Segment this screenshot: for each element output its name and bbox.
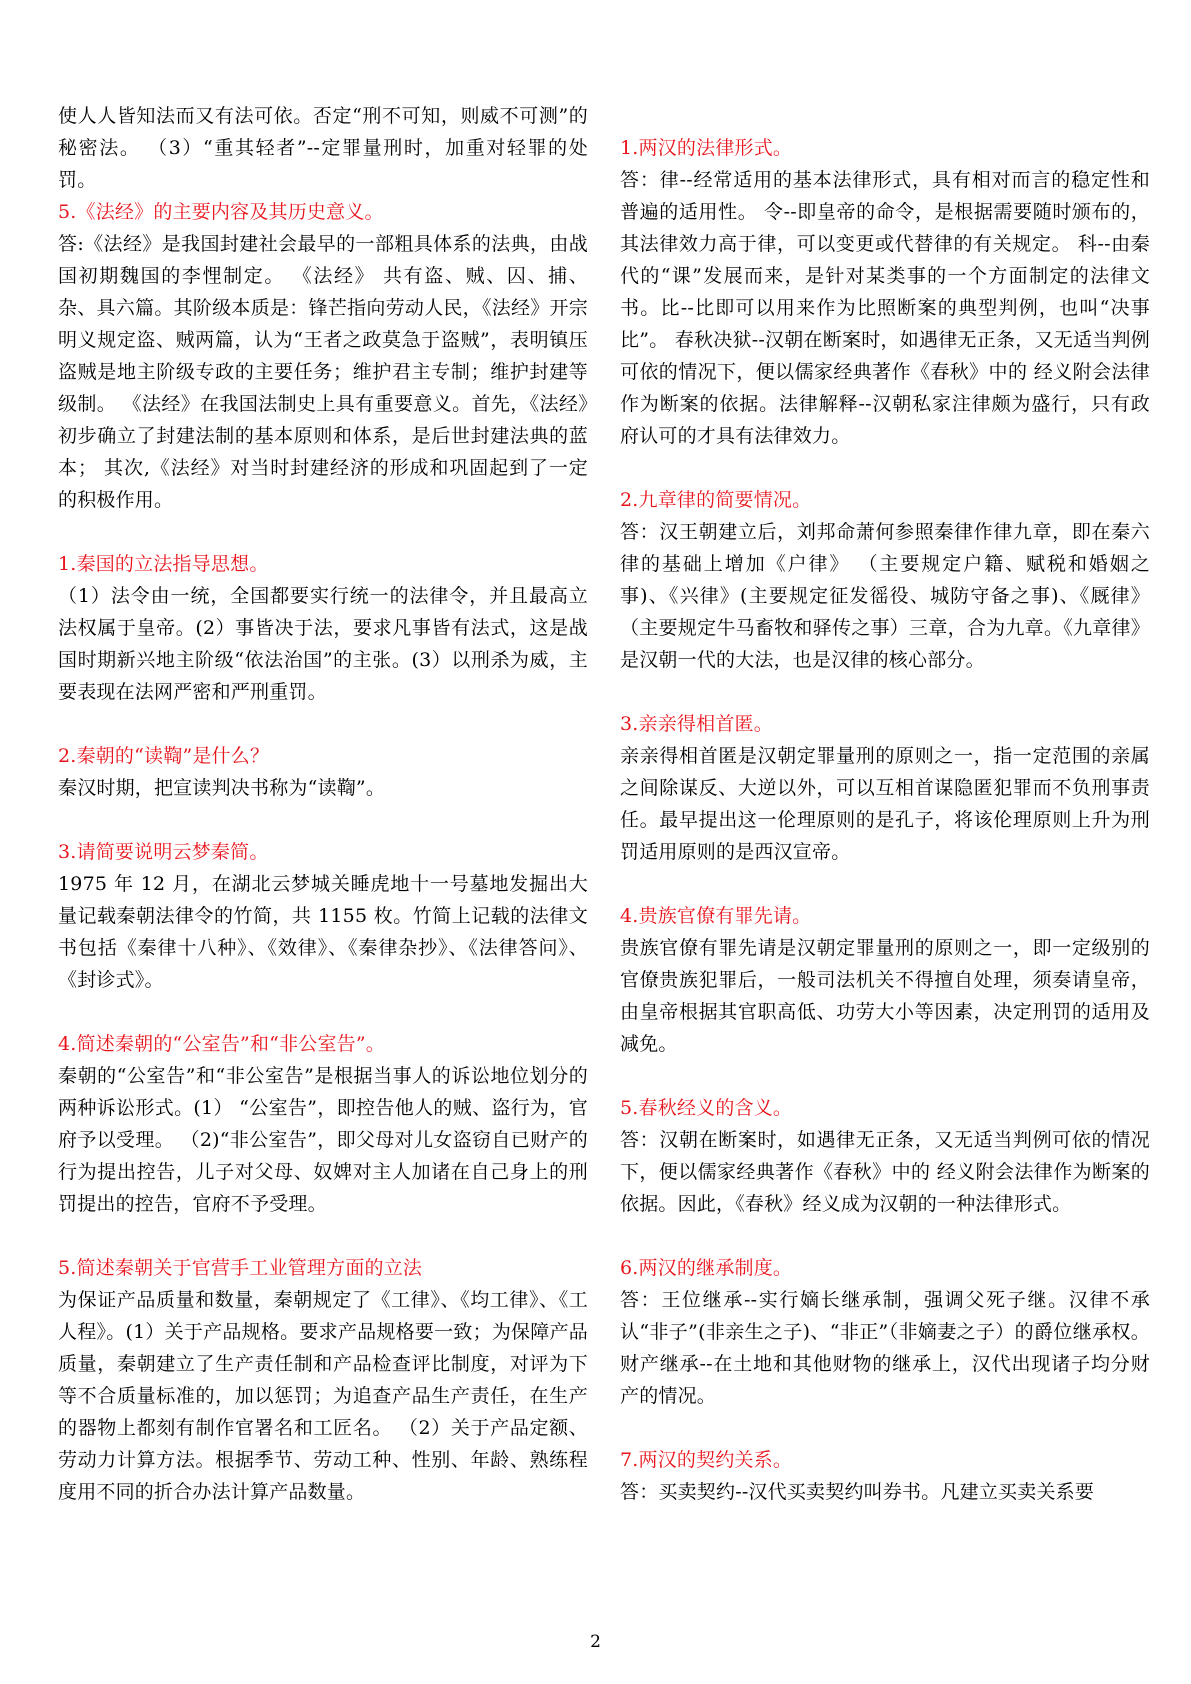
- section-body: 秦汉时期，把宣读判决书称为“读鞫”。: [58, 777, 386, 799]
- section-body: 为保证产品质量和数量，秦朝规定了《工律》、《均工律》、《工人程》。(1）关于产品规格。要求产品规格要一致；为保障产品质量，秦朝建立了生产责任制和产品检查评比制度，对评为下等不合质量标准的，加以惩罚；为追查产品生产责任，在生产的器物上都刻有制作官署名和工匠名。 （2）关于产品定额、劳动力计算方法。根据季节、劳动工种、性别、年龄、熟练程度用不同的折合办法计算产品数量。: [58, 1289, 588, 1503]
- section-body: 答：汉朝在断案时，如遇律无正条，又无适当判例可依的情况下，便以儒家经典著作《春秋》中的 经义附会法律作为断案的依据。因此，《春秋》经义成为汉朝的一种法律形式。: [620, 1129, 1150, 1215]
- section-heading: 4.贵族官僚有罪先请。: [620, 905, 812, 927]
- section-heading: 3.请简要说明云梦秦简。: [58, 841, 269, 863]
- section-body: 答：买卖契约--汉代买卖契约叫券书。凡建立买卖关系要: [620, 1481, 1095, 1503]
- section-contracts: [620, 1444, 1150, 1508]
- section-yunmeng: [58, 836, 588, 996]
- section-heading: 6.两汉的继承制度。: [620, 1257, 793, 1279]
- section-body: （1）法令由一统，全国都要实行统一的法律令，并且最高立法权属于皇帝。(2）事皆决于法，要求凡事皆有法式，这是战国时期新兴地主阶级“依法治国”的主张。(3）以刑杀为威，主要表现在法网严密和严刑重罚。: [58, 585, 588, 703]
- spacer: [58, 804, 588, 836]
- section-heading: 5.春秋经义的含义。: [620, 1097, 793, 1119]
- left-column: [58, 100, 588, 1508]
- spacer: [620, 676, 1150, 708]
- spacer: [58, 708, 588, 740]
- section-gongshigao: [58, 1028, 588, 1220]
- section-heading: 4.简述秦朝的“公室告”和“非公室告”。: [58, 1033, 385, 1055]
- spacer: [620, 1220, 1150, 1252]
- section-body: 亲亲得相首匿是汉朝定罪量刑的原则之一，指一定范围的亲属之间除谋反、大逆以外，可以互相首谋隐匿犯罪而不负刑事责任。最早提出这一伦理原则的是孔子，将该伦理原则上升为刑罚适用原则的是西汉宣帝。: [620, 745, 1150, 863]
- section-qinqin: [620, 708, 1150, 868]
- spacer: [58, 516, 588, 548]
- section-heading: 1.两汉的法律形式。: [620, 137, 793, 159]
- section-qin-legislation: [58, 548, 588, 708]
- spacer: [58, 1220, 588, 1252]
- section-body: 1975 年 12 月，在湖北云梦城关睡虎地十一号墓地发掘出大量记载秦朝法律令的竹简，共 1155 枚。竹简上记载的法律文书包括《秦律十八种》、《效律》、《秦律杂抄》、《法律答问》、《封诊式》。: [58, 873, 588, 991]
- section-body: 贵族官僚有罪先请是汉朝定罪量刑的原则之一，即一定级别的官僚贵族犯罪后，一般司法机关不得擅自处理，须奏请皇帝，由皇帝根据其官职高低、功劳大小等因素，决定刑罚的适用及减免。: [620, 937, 1150, 1055]
- section-heading: 2.九章律的简要情况。: [620, 489, 812, 511]
- section-body: 答：汉王朝建立后，刘邦命萧何参照秦律作律九章，即在秦六律的基础上增加《户律》 （主要规定户籍、赋税和婚姻之事)、《兴律》(主要规定征发徭役、城防守备之事)、《厩律》（主要规定牛马畜牧和驿传之事）三章，合为九章。《九章律》是汉朝一代的大法，也是汉律的核心部分。: [620, 521, 1150, 671]
- section-fajing: [58, 196, 588, 516]
- spacer: [620, 452, 1150, 484]
- section-body: 答:《法经》是我国封建社会最早的一部粗具体系的法典，由战国初期魏国的李悝制定。 《法经》 共有盗、贼、囚、捕、杂、具六篇。其阶级本质是：锋芒指向劳动人民，《法经》开宗明义规定盗、贼两篇，认为“王者之政莫急于盗贼”，表明镇压盗贼是地主阶级专政的主要任务；维护君主专制；维护封建等级制。 《法经》在我国法制史上具有重要意义。首先，《法经》初步确立了封建法制的基本原则和体系，是后世封建法典的蓝本； 其次,《法经》对当时封建经济的形成和巩固起到了一定的积极作用。: [58, 233, 588, 511]
- right-column: [620, 100, 1150, 1508]
- section-body: 答：律--经常适用的基本法律形式，具有相对而言的稳定性和普遍的适用性。 令--即皇帝的命令，是根据需要随时颁布的，其法律效力高于律，可以变更或代替律的有关规定。 科--由秦代的“课”发展而来，是针对某类事的一个方面制定的法律文书。比--比即可以用来作为比照断案的典型判例，也叫“决事比”。 春秋决狱--汉朝在断案时，如遇律无正条，又无适当判例可依的情况下，便以儒家经典著作《春秋》中的 经义附会法律作为断案的依据。法律解释--汉朝私家注律颇为盛行，只有政府认可的才具有法律效力。: [620, 169, 1150, 447]
- section-han-legal-forms: [620, 132, 1150, 452]
- section-heading: 5.《法经》的主要内容及其历史意义。: [58, 201, 384, 223]
- spacer: [620, 1412, 1150, 1444]
- section-handicraft: [58, 1252, 588, 1508]
- spacer: [620, 100, 1150, 132]
- page-number: 2: [590, 1632, 601, 1652]
- section-body: 使人人皆知法而又有法可依。否定“刑不可知，则威不可测”的秘密法。 （3）“重其轻者”--定罪量刑时，加重对轻罪的处罚。: [58, 105, 588, 191]
- spacer: [620, 1060, 1150, 1092]
- section-heading: 7.两汉的契约关系。: [620, 1449, 793, 1471]
- continued-section: [58, 100, 588, 196]
- section-inheritance: [620, 1252, 1150, 1412]
- section-heading: 1.秦国的立法指导思想。: [58, 553, 269, 575]
- section-jiuzhanglu: [620, 484, 1150, 676]
- section-body: 秦朝的“公室告”和“非公室告”是根据当事人的诉讼地位划分的两种诉讼形式。(1） “公室告”，即控告他人的贼、盗行为，官府予以受理。 （2)“非公室告”，即父母对儿女盗窃自已财产的行为提出控告，儿子对父母、奴婢对主人加诸在自己身上的刑罚提出的控告，官府不予受理。: [58, 1065, 588, 1215]
- section-body: 答：王位继承--实行嫡长继承制，强调父死子继。汉律不承认“非子”(非亲生之子)、“非正”（非嫡妻之子）的爵位继承权。 财产继承--在土地和其他财物的继承上，汉代出现诸子均分财产的情况。: [620, 1289, 1150, 1407]
- section-duju: [58, 740, 588, 804]
- spacer: [620, 868, 1150, 900]
- section-chunqiu: [620, 1092, 1150, 1220]
- section-xianqing: [620, 900, 1150, 1060]
- section-heading: 2.秦朝的“读鞫”是什么？: [58, 745, 270, 767]
- section-heading: 5.简述秦朝关于官营手工业管理方面的立法: [58, 1257, 423, 1279]
- section-heading: 3.亲亲得相首匿。: [620, 713, 773, 735]
- spacer: [58, 996, 588, 1028]
